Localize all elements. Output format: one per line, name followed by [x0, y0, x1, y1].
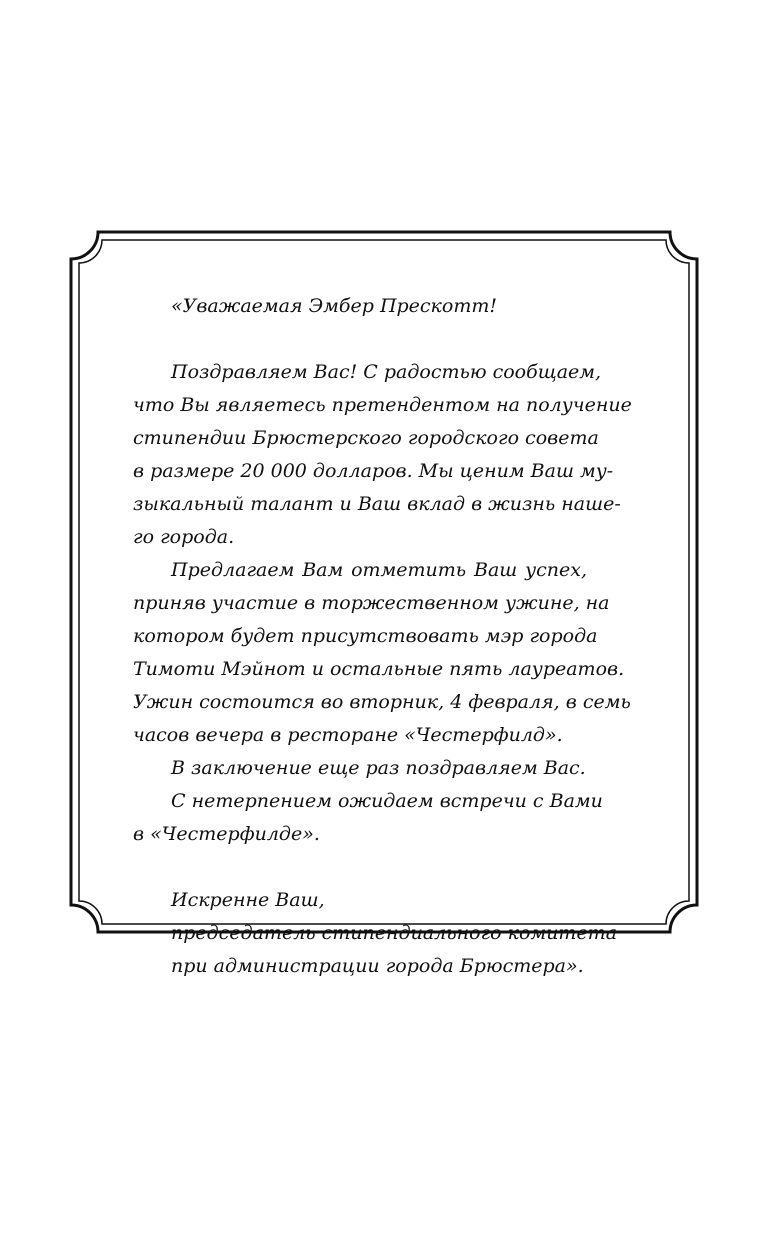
- signature-block: [133, 884, 618, 983]
- paragraph-closing: [133, 785, 603, 851]
- text-line: в «Честерфилде».: [133, 823, 320, 845]
- paragraph-conclusion: В заключение еще раз поздравляем Вас.: [171, 757, 586, 779]
- text-line: Поздравляем Вас! С радостью сообщаем,: [171, 361, 602, 383]
- signature-line: при администрации города Брюстера».: [171, 955, 584, 977]
- text-line: С нетерпением ожидаем встречи с Вами: [171, 790, 603, 812]
- text-line: в размере 20 000 долларов. Мы ценим Ваш му-: [133, 460, 614, 482]
- text-line: приняв участие в торжественном ужине, на: [133, 592, 610, 614]
- signature-line: председатель стипендиального комитета: [171, 922, 618, 944]
- letter-greeting: «Уважаемая Эмбер Прескотт!: [171, 295, 498, 317]
- signature-line: Искренне Ваш,: [171, 889, 325, 911]
- text-line: котором будет присутствовать мэр города: [133, 625, 598, 647]
- letter-body: [133, 290, 632, 983]
- text-line: стипендии Брюстерского городского совета: [133, 427, 599, 449]
- text-line: часов вечера в ресторане «Честерфилд».: [133, 724, 563, 746]
- text-line: го города.: [133, 526, 235, 548]
- text-line: Тимоти Мэйнот и остальные пять лауреатов.: [133, 658, 625, 680]
- paragraph-congratulations: [133, 356, 632, 554]
- text-line: Предлагаем Вам отметить Ваш успех,: [171, 559, 587, 581]
- paragraph-invitation: [133, 554, 631, 752]
- text-line: что Вы являетесь претендентом на получение: [133, 394, 632, 416]
- text-line: зыкальный талант и Ваш вклад в жизнь наше-: [133, 493, 621, 515]
- text-line: Ужин состоится во вторник, 4 февраля, в семь: [133, 691, 631, 713]
